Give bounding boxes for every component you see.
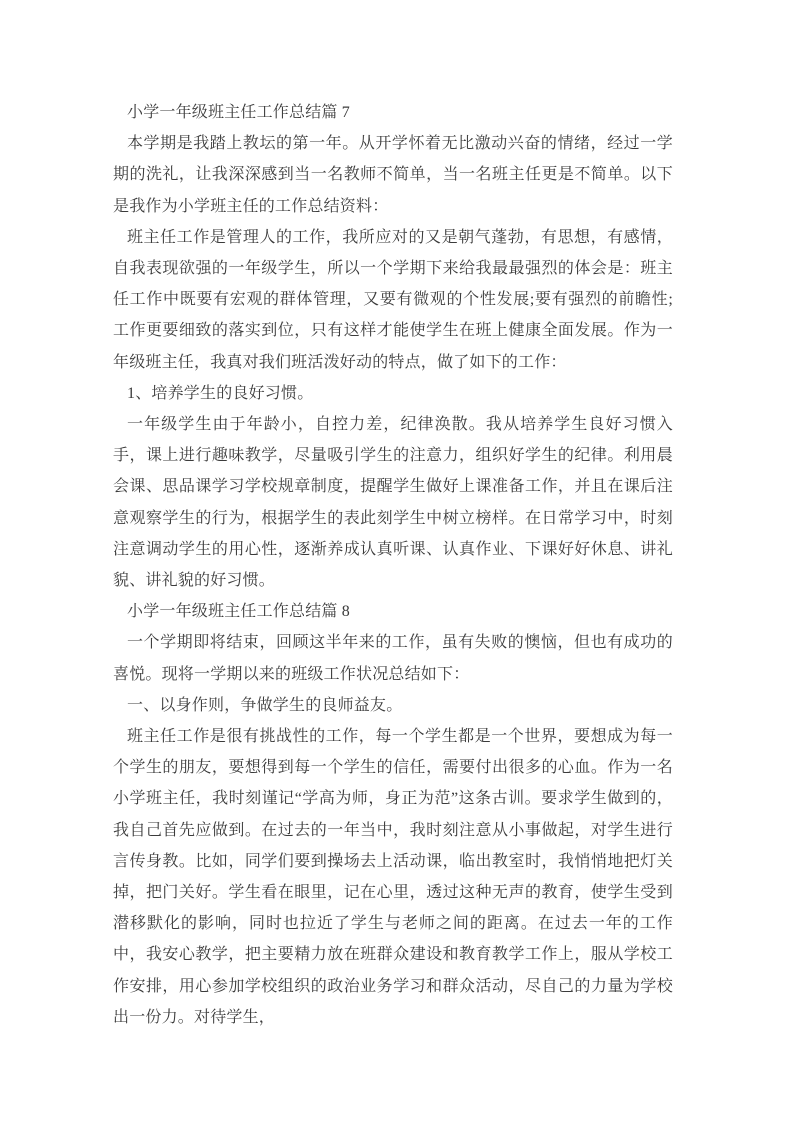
section-heading: 小学一年级班主任工作总结篇 8 — [127, 603, 351, 621]
item-heading: 1、培养学生的良好习惯。 — [127, 384, 314, 402]
paragraph: 班主任工作是管理人的工作，我所应对的又是朝气蓬勃，有思想，有感情，自我表现欲强的一年级学生，所以一个学期下来给我最最强烈的体会是：班主任工作中既要有宏观的群体管理，又要有微观的个性发展;要有强烈的前瞻性;工作更要细致的落实到位，只有这样才能使学生在班上健康全面发展。作为一年级班主任，我真对我们班活泼好动的特点，做了如下的工作： — [113, 228, 673, 371]
item-heading: 一、以身作则，争做学生的良师益友。 — [127, 696, 403, 714]
paragraph: 本学期是我踏上教坛的第一年。从开学怀着无比激动兴奋的情绪，经过一学期的洗礼，让我深深感到当一名教师不简单，当一名班主任更是不简单。以下是我作为小学班主任的工作总结资料： — [113, 135, 673, 215]
section-heading: 小学一年级班主任工作总结篇 7 — [127, 104, 351, 121]
paragraph: 班主任工作是很有挑战性的工作，每一个学生都是一个世界，要想成为每一个学生的朋友，要想得到每一个学生的信任，需要付出很多的心血。作为一名小学班主任，我时刻谨记“学高为师，身正为范”这条古训。要求学生做到的，我自己首先应做到。在过去的一年当中，我时刻注意从小事做起，对学生进行言传身教。比如，同学们要到操场去上活动课，临出教室时，我悄悄地把灯关掉，把门关好。学生看在眼里，记在心里，透过这种无声的教育，使学生受到潜移默化的影响，同时也拉近了学生与老师之间的距离。在过去一年的工作中，我安心教学，把主要精力放在班群众建设和教育教学工作上，服从学校工作安排，用心参加学校组织的政治业务学习和群众活动，尽自己的力量为学校出一份力。对待学生， — [113, 728, 673, 1026]
paragraph: 一个学期即将结束，回顾这半年来的工作，虽有失败的懊恼，但也有成功的喜悦。现将一学期以来的班级工作状况总结如下： — [113, 634, 673, 683]
paragraph: 一年级学生由于年龄小，自控力差，纪律涣散。我从培养学生良好习惯入手，课上进行趣味教学，尽量吸引学生的注意力，组织好学生的纪律。利用晨会课、思品课学习学校规章制度，提醒学生做好上课准备工作，并且在课后注意观察学生的行为，根据学生的表此刻学生中树立榜样。在日常学习中，时刻注意调动学生的用心性，逐渐养成认真听课、认真作业、下课好好休息、讲礼貌、讲礼貌的好习惯。 — [113, 416, 673, 590]
